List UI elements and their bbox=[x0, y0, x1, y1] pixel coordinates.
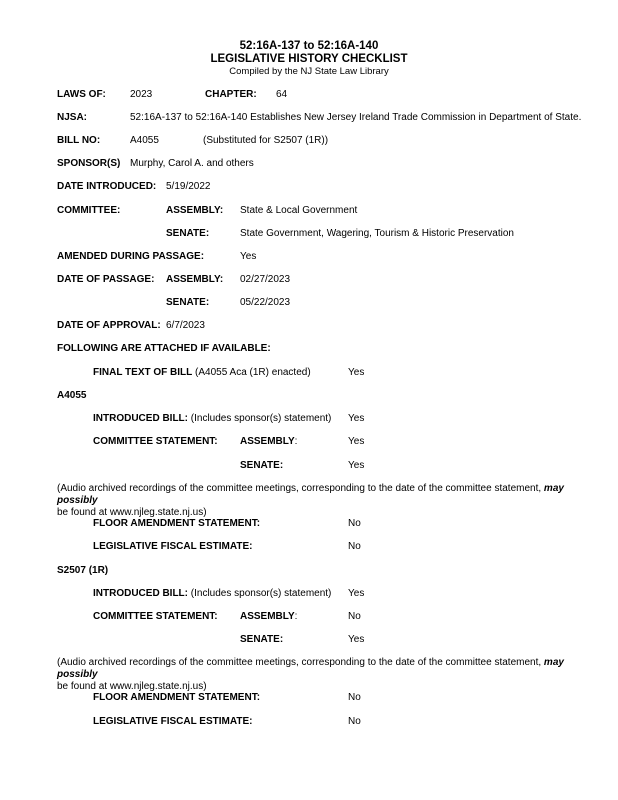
passage-senate-value: 05/22/2023 bbox=[240, 297, 291, 308]
bill-a-note-suffix: be found at www.njleg.state.nj.us) bbox=[57, 507, 207, 518]
bill-a-introduced-label: INTRODUCED BILL: bbox=[93, 413, 188, 424]
date-of-approval-value: 6/7/2023 bbox=[166, 320, 205, 331]
bill-substitute-note: (Substituted for S2507 (1R)) bbox=[203, 135, 329, 146]
passage-assembly-label: ASSEMBLY: bbox=[166, 274, 224, 285]
bill-no-value: A4055 bbox=[130, 135, 159, 146]
laws-of-label: LAWS OF: bbox=[57, 89, 106, 100]
date-introduced-label: DATE INTRODUCED: bbox=[57, 181, 157, 192]
final-text-label: FINAL TEXT OF BILL bbox=[93, 367, 193, 378]
bill-a-introduced-row bbox=[93, 413, 331, 425]
bill-s-audio-note bbox=[57, 657, 605, 693]
bill-s-assembly-row bbox=[240, 611, 297, 623]
final-text-detail: (A4055 Aca (1R) enacted) bbox=[195, 367, 311, 378]
final-text-row bbox=[93, 367, 311, 379]
bill-a-committee-statement-label: COMMITTEE STATEMENT: bbox=[93, 436, 218, 447]
document-title: 52:16A-137 to 52:16A-140 bbox=[239, 40, 379, 52]
bill-s-fiscal-label: LEGISLATIVE FISCAL ESTIMATE: bbox=[93, 716, 253, 727]
date-of-approval-label: DATE OF APPROVAL: bbox=[57, 320, 161, 331]
final-text-value: Yes bbox=[348, 367, 365, 378]
bill-s-floor-label: FLOOR AMENDMENT STATEMENT: bbox=[93, 692, 261, 703]
njsa-value: 52:16A-137 to 52:16A-140 Establishes New Jersey Ireland Trade Commission in Department of State. bbox=[130, 112, 582, 123]
bill-a-senate-value: Yes bbox=[348, 460, 365, 471]
bill-s-floor-value: No bbox=[348, 692, 361, 703]
bill-a-heading: A4055 bbox=[57, 390, 87, 401]
bill-a-assembly-colon: : bbox=[294, 436, 298, 447]
committee-label: COMMITTEE: bbox=[57, 205, 121, 216]
attached-heading: FOLLOWING ARE ATTACHED IF AVAILABLE: bbox=[57, 343, 271, 354]
bill-s-assembly-colon: : bbox=[294, 611, 298, 622]
date-of-passage-label: DATE OF PASSAGE: bbox=[57, 274, 155, 285]
bill-s-assembly-label: ASSEMBLY bbox=[240, 611, 295, 622]
bill-s-note-suffix: be found at www.njleg.state.nj.us) bbox=[57, 681, 207, 692]
bill-s-heading: S2507 (1R) bbox=[57, 565, 109, 576]
bill-a-introduced-detail: (Includes sponsor(s) statement) bbox=[190, 413, 332, 424]
njsa-label: NJSA: bbox=[57, 112, 88, 123]
bill-s-introduced-row bbox=[93, 588, 331, 600]
bill-s-senate-value: Yes bbox=[348, 634, 365, 645]
bill-a-fiscal-value: No bbox=[348, 541, 361, 552]
bill-a-note-emphasis: may possibly bbox=[57, 483, 564, 506]
document-subtitle: LEGISLATIVE HISTORY CHECKLIST bbox=[210, 53, 408, 65]
date-introduced-value: 5/19/2022 bbox=[166, 181, 211, 192]
committee-assembly-value: State & Local Government bbox=[240, 205, 358, 216]
bill-s-introduced-detail: (Includes sponsor(s) statement) bbox=[190, 588, 332, 599]
bill-s-assembly-value: No bbox=[348, 611, 361, 622]
bill-a-note-prefix: (Audio archived recordings of the committee meetings, corresponding to the date of the committee statement, bbox=[57, 483, 544, 494]
passage-assembly-value: 02/27/2023 bbox=[240, 274, 291, 285]
bill-s-fiscal-value: No bbox=[348, 716, 361, 727]
bill-a-fiscal-label: LEGISLATIVE FISCAL ESTIMATE: bbox=[93, 541, 253, 552]
committee-assembly-label: ASSEMBLY: bbox=[166, 205, 224, 216]
bill-a-introduced-value: Yes bbox=[348, 413, 365, 424]
bill-s-note-prefix: (Audio archived recordings of the committee meetings, corresponding to the date of the committee statement, bbox=[57, 657, 544, 668]
laws-of-value: 2023 bbox=[130, 89, 153, 100]
sponsor-label: SPONSOR(S) bbox=[57, 158, 121, 169]
bill-a-assembly-value: Yes bbox=[348, 436, 365, 447]
bill-s-introduced-label: INTRODUCED BILL: bbox=[93, 588, 188, 599]
bill-a-floor-value: No bbox=[348, 518, 361, 529]
compiled-by-line: Compiled by the NJ State Law Library bbox=[229, 66, 389, 77]
chapter-label: CHAPTER: bbox=[205, 89, 257, 100]
bill-no-label: BILL NO: bbox=[57, 135, 101, 146]
amended-value: Yes bbox=[240, 251, 257, 262]
bill-s-note-emphasis: may possibly bbox=[57, 657, 564, 680]
bill-a-floor-label: FLOOR AMENDMENT STATEMENT: bbox=[93, 518, 261, 529]
sponsor-value: Murphy, Carol A. and others bbox=[130, 158, 254, 169]
chapter-value: 64 bbox=[276, 89, 288, 100]
passage-senate-label: SENATE: bbox=[166, 297, 210, 308]
amended-label: AMENDED DURING PASSAGE: bbox=[57, 251, 205, 262]
bill-s-committee-statement-label: COMMITTEE STATEMENT: bbox=[93, 611, 218, 622]
bill-a-assembly-label: ASSEMBLY bbox=[240, 436, 295, 447]
bill-s-introduced-value: Yes bbox=[348, 588, 365, 599]
committee-senate-value: State Government, Wagering, Tourism & Historic Preservation bbox=[240, 228, 514, 239]
committee-senate-label: SENATE: bbox=[166, 228, 210, 239]
bill-a-senate-label: SENATE: bbox=[240, 460, 284, 471]
bill-s-senate-label: SENATE: bbox=[240, 634, 284, 645]
bill-a-audio-note bbox=[57, 483, 605, 519]
bill-a-assembly-row bbox=[240, 436, 297, 448]
